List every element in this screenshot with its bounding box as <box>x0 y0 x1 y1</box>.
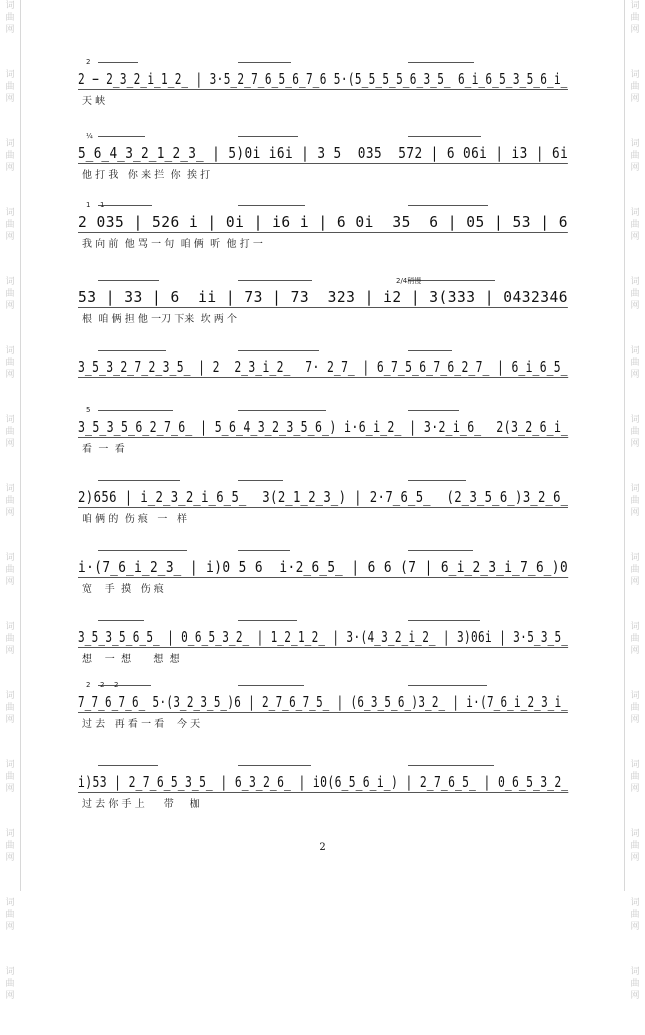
watermark-char: 词 <box>630 829 640 839</box>
lyrics-text: 天 峡 <box>82 96 106 107</box>
lyrics-text: 咱 俩 的 伤 痕 一 样 <box>82 514 187 525</box>
watermark-char: 网 <box>5 301 15 311</box>
watermark-char: 网 <box>5 715 15 725</box>
score-line <box>78 765 578 809</box>
lyrics-text: 他 打 我 你 来 拦 你 挨 打 <box>82 170 211 181</box>
watermark-char: 曲 <box>630 358 640 368</box>
watermark-text <box>2 69 18 105</box>
slur-line <box>98 685 151 690</box>
watermark-char: 网 <box>5 232 15 242</box>
notation-text: 2)656 | i̲2̲3̲2̲i̲6̲5̲ 3(2̲1̲2̲3̲) | 2·7̲6̲5̲ (2̲3̲5̲6̲)3̲2̲6̲ <box>78 488 569 506</box>
watermark-char: 曲 <box>630 427 640 437</box>
watermark-char: 词 <box>5 1 15 11</box>
lyrics-text: 过 去 你 手 上 带 枷 <box>82 799 200 810</box>
watermark-char: 曲 <box>630 703 640 713</box>
watermark-text <box>627 966 643 1002</box>
watermark-text <box>2 966 18 1002</box>
watermark-char: 曲 <box>630 841 640 851</box>
watermark-char: 词 <box>630 898 640 908</box>
watermark-char: 曲 <box>5 13 15 23</box>
slur-line <box>238 205 305 210</box>
watermark-char: 词 <box>5 622 15 632</box>
slur-line <box>98 136 145 141</box>
watermark-char: 网 <box>630 715 640 725</box>
watermark-char: 网 <box>5 991 15 1001</box>
slur-line <box>238 410 326 415</box>
slur-line <box>98 620 144 625</box>
watermark-char: 网 <box>630 853 640 863</box>
lyrics-text: 看 一 看 <box>82 444 125 455</box>
watermark-text <box>2 759 18 795</box>
watermark-text <box>2 207 18 243</box>
watermark-text <box>627 552 643 588</box>
score-mark: 5 <box>86 406 91 414</box>
watermark-text <box>2 138 18 174</box>
watermark-char: 曲 <box>5 979 15 989</box>
watermark-char: 曲 <box>5 565 15 575</box>
score-mark: 2 <box>100 681 105 689</box>
watermark-char: 曲 <box>630 151 640 161</box>
watermark-char: 曲 <box>630 772 640 782</box>
watermark-char: 曲 <box>5 841 15 851</box>
watermark-text <box>2 483 18 519</box>
watermark-char: 网 <box>630 922 640 932</box>
watermark-char: 网 <box>5 646 15 656</box>
watermark-char: 网 <box>5 508 15 518</box>
watermark-char: 曲 <box>5 289 15 299</box>
watermark-char: 词 <box>5 346 15 356</box>
watermark-char: 词 <box>630 691 640 701</box>
right-watermark-column <box>627 0 643 1035</box>
score-line <box>78 406 578 455</box>
watermark-char: 曲 <box>5 427 15 437</box>
slur-line <box>98 350 166 355</box>
score-mark: 2/4稍慢 <box>396 277 422 285</box>
slur-line <box>238 550 290 555</box>
watermark-char: 曲 <box>630 634 640 644</box>
watermark-char: 网 <box>630 646 640 656</box>
watermark-char: 词 <box>630 139 640 149</box>
score-line <box>78 681 578 730</box>
watermark-text <box>2 552 18 588</box>
watermark-char: 网 <box>5 370 15 380</box>
watermark-char: 曲 <box>630 979 640 989</box>
slur-line <box>98 480 180 485</box>
slur-line <box>408 620 480 625</box>
slur-line <box>238 620 297 625</box>
watermark-char: 网 <box>630 25 640 35</box>
watermark-char: 词 <box>5 829 15 839</box>
watermark-text <box>627 138 643 174</box>
watermark-char: 网 <box>630 577 640 587</box>
watermark-text <box>627 897 643 933</box>
watermark-char: 曲 <box>630 496 640 506</box>
score-line <box>78 201 578 250</box>
notation-text: 3̲5̲3̲2̲7̲2̲3̲5̲ | 2 2̲3̲i̲2̲ 7· 2̲7̲ | 6̲7̲5̲6̲7̲6̲2̲7̲ | 6̲i̲6̲5̲ <box>78 358 568 376</box>
slur-line <box>408 350 452 355</box>
watermark-text <box>2 276 18 312</box>
watermark-char: 曲 <box>630 82 640 92</box>
slur-line <box>238 685 304 690</box>
lyrics-text: 我 向 前 他 骂 一 句 咱 俩 听 他 打 一 <box>82 239 263 250</box>
watermark-text <box>2 690 18 726</box>
slur-line <box>238 62 291 67</box>
watermark-char: 词 <box>630 277 640 287</box>
watermark-char: 网 <box>5 922 15 932</box>
score-mark: 2 <box>114 681 119 689</box>
watermark-char: 网 <box>630 232 640 242</box>
watermark-text <box>2 0 18 36</box>
watermark-char: 词 <box>5 967 15 977</box>
slur-line <box>98 765 158 770</box>
watermark-char: 网 <box>630 163 640 173</box>
score-mark: 1 <box>100 201 105 209</box>
watermark-text <box>627 69 643 105</box>
watermark-char: 曲 <box>5 151 15 161</box>
slur-line <box>408 410 459 415</box>
slur-line <box>408 765 494 770</box>
score-line <box>78 620 578 664</box>
lyrics-text: 宽 手 摸 伤 痕 <box>82 584 164 595</box>
watermark-char: 词 <box>630 967 640 977</box>
watermark-text <box>627 0 643 36</box>
watermark-text <box>627 759 643 795</box>
slur-line <box>408 62 474 67</box>
score-line <box>78 550 578 594</box>
slur-line <box>408 550 473 555</box>
watermark-char: 网 <box>630 991 640 1001</box>
watermark-char: 词 <box>630 484 640 494</box>
watermark-char: 词 <box>630 346 640 356</box>
score-mark: 2 <box>86 58 91 66</box>
lyrics-text: 过 去 再 看 一 看 今 天 <box>82 719 201 730</box>
slur-line <box>238 350 319 355</box>
watermark-char: 网 <box>630 439 640 449</box>
watermark-char: 网 <box>630 508 640 518</box>
watermark-text <box>627 414 643 450</box>
watermark-char: 网 <box>630 784 640 794</box>
score-mark: 2 <box>86 681 91 689</box>
watermark-char: 词 <box>5 691 15 701</box>
watermark-text <box>2 345 18 381</box>
watermark-text <box>627 276 643 312</box>
left-margin-rule <box>20 0 21 891</box>
lyrics-text: 根 咱 俩 担 他 一刀 下来 坎 两 个 <box>82 314 237 325</box>
watermark-char: 网 <box>630 370 640 380</box>
slur-line <box>238 765 311 770</box>
notation-text: i)53 | 2̲7̲6̲5̲3̲5̲ | 6̲3̲2̲6̲ | i0(6̲5̲6̲i̲) | 2̲7̲6̲5̲ | 0̲6̲5̲3̲2̲ <box>78 773 569 791</box>
slur-line <box>238 280 312 285</box>
notation-text: i·(7̲6̲i̲2̲3̲ | i)0 5 6 i·2̲6̲5̲ | 6 6 (7 | 6̲i̲2̲3̲i̲7̲6̲)0 <box>78 558 569 576</box>
notation-text: 5̲6̲4̲3̲2̲1̲2̲3̲ | 5)0i i6i | 3 5 035 572 | 6 06i | i3 | 6i <box>78 144 569 162</box>
slur-line <box>408 136 481 141</box>
watermark-char: 曲 <box>630 565 640 575</box>
watermark-char: 曲 <box>630 289 640 299</box>
watermark-text <box>627 345 643 381</box>
score-mark: 1 <box>86 201 91 209</box>
watermark-char: 词 <box>5 760 15 770</box>
slur-line <box>98 62 138 67</box>
left-watermark-column <box>2 0 18 1035</box>
watermark-char: 曲 <box>5 634 15 644</box>
watermark-char: 词 <box>5 415 15 425</box>
watermark-char: 曲 <box>630 220 640 230</box>
slur-line <box>98 550 187 555</box>
score-line <box>78 132 578 181</box>
watermark-char: 曲 <box>5 772 15 782</box>
score-line <box>78 277 578 325</box>
watermark-char: 曲 <box>5 220 15 230</box>
notation-text: 3̲5̲3̲5̲6̲2̲7̲6̲ | 5̲6̲4̲3̲2̲3̲5̲6̲) i·6̲i̲2̲ | 3·2̲i̲6̲ 2(3̲2̲6̲i̲ <box>78 418 569 436</box>
watermark-char: 曲 <box>630 910 640 920</box>
watermark-char: 网 <box>5 853 15 863</box>
slur-line <box>408 480 466 485</box>
watermark-char: 词 <box>5 553 15 563</box>
watermark-char: 词 <box>5 139 15 149</box>
watermark-text <box>2 897 18 933</box>
score-line <box>78 350 578 394</box>
watermark-char: 词 <box>630 553 640 563</box>
notation-text: 53 | 33 | 6 ii | 73 | 73 323 | i2 | 3(333 | 0432346 <box>78 288 568 306</box>
watermark-char: 网 <box>5 439 15 449</box>
score-mark: ¼ <box>86 132 93 140</box>
notation-text: 7̲7̲6̲7̲6̲ 5·(3̲2̲3̲5̲)6 | 2̲7̲6̲7̲5̲ | (6̲3̲5̲6̲)3̲2̲ | i·(7̲6̲i̲2̲3̲i̲ <box>78 693 569 711</box>
watermark-char: 曲 <box>630 13 640 23</box>
watermark-text <box>627 621 643 657</box>
watermark-char: 词 <box>5 484 15 494</box>
score-line <box>78 58 578 107</box>
page-number: 2 <box>319 842 326 853</box>
watermark-char: 词 <box>5 70 15 80</box>
watermark-char: 词 <box>630 1 640 11</box>
watermark-text <box>627 690 643 726</box>
notation-text: 2 035 | 526 i | 0i | i6 i | 6 0i 35 6 | 05 | 53 | 6 <box>78 213 568 231</box>
watermark-char: 词 <box>5 208 15 218</box>
score-line <box>78 480 578 524</box>
notation-text: 3̲5̲3̲5̲6̲5̲ | 0̲6̲5̲3̲2̲ | 1̲2̲1̲2̲ | 3·(4̲3̲2̲i̲2̲ | 3)06i | 3·5̲3̲5̲ <box>78 628 569 646</box>
slur-line <box>98 280 159 285</box>
notation-text: 2 − 2̲3̲2̲i̲1̲2̲ | 3·5̲2̲7̲6̲5̲6̲7̲6 5·(5̲5̲5̲5̲6̲3̲5̲ 6̲i̲6̲5̲3̲5̲6̲i̲ <box>78 70 568 88</box>
slur-line <box>408 205 488 210</box>
slur-line <box>98 205 152 210</box>
watermark-char: 网 <box>630 94 640 104</box>
watermark-text <box>2 414 18 450</box>
watermark-char: 词 <box>630 415 640 425</box>
watermark-char: 词 <box>630 208 640 218</box>
watermark-char: 词 <box>630 760 640 770</box>
slur-line <box>98 410 173 415</box>
watermark-char: 词 <box>5 898 15 908</box>
watermark-text <box>627 483 643 519</box>
watermark-char: 曲 <box>5 358 15 368</box>
watermark-char: 曲 <box>5 910 15 920</box>
slur-line <box>238 136 298 141</box>
watermark-char: 网 <box>630 301 640 311</box>
slur-line <box>408 685 487 690</box>
watermark-text <box>2 621 18 657</box>
slur-line <box>238 480 283 485</box>
watermark-char: 词 <box>630 70 640 80</box>
right-margin-rule <box>624 0 625 891</box>
watermark-char: 词 <box>630 622 640 632</box>
watermark-char: 网 <box>5 25 15 35</box>
watermark-text <box>627 207 643 243</box>
watermark-char: 网 <box>5 577 15 587</box>
watermark-char: 词 <box>5 277 15 287</box>
watermark-char: 曲 <box>5 82 15 92</box>
lyrics-text: 想 一 想 想 想 <box>82 654 180 665</box>
watermark-char: 曲 <box>5 496 15 506</box>
watermark-char: 网 <box>5 163 15 173</box>
watermark-char: 网 <box>5 784 15 794</box>
watermark-char: 网 <box>5 94 15 104</box>
watermark-char: 曲 <box>5 703 15 713</box>
